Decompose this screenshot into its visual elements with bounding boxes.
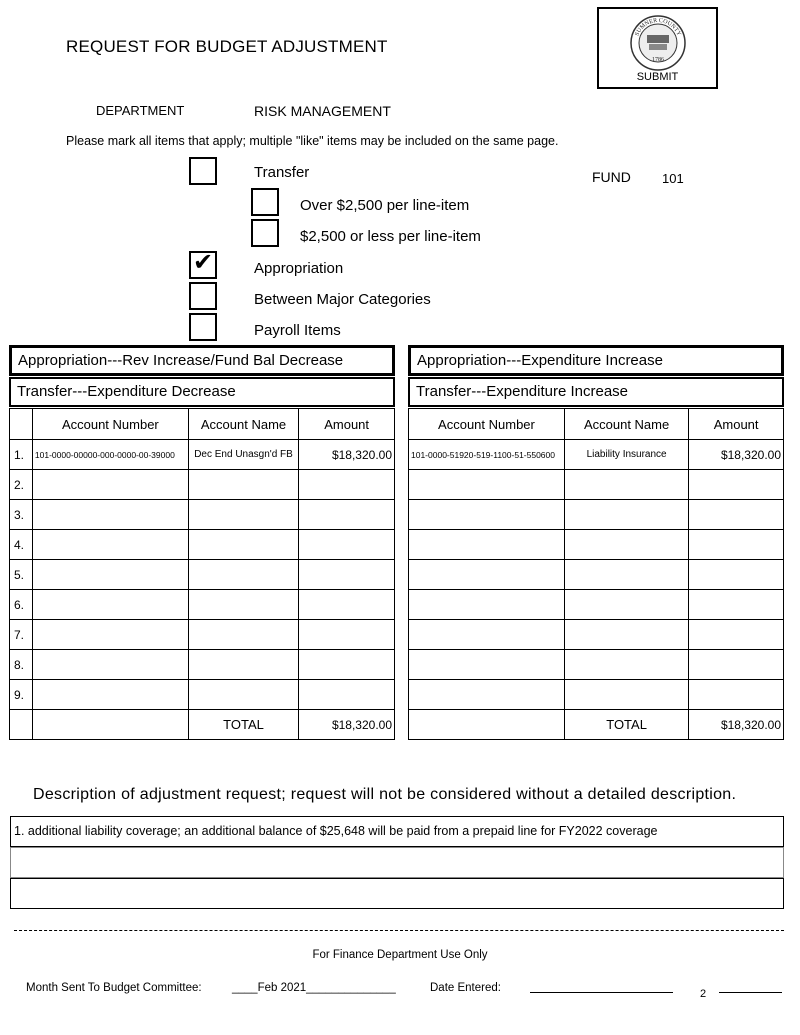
account-number-header: Account Number xyxy=(409,409,565,440)
row-number: 3. xyxy=(10,500,33,530)
account-name-cell[interactable] xyxy=(564,530,688,560)
account-name-cell[interactable] xyxy=(564,680,688,710)
table-row xyxy=(409,440,784,470)
account-name-cell[interactable] xyxy=(188,530,298,560)
amount-cell[interactable] xyxy=(689,590,784,620)
amount-cell[interactable]: $18,320.00 xyxy=(689,440,784,470)
appropriation-label: Appropriation xyxy=(254,260,344,277)
seal-text: SUMNER COUNTY xyxy=(634,17,682,37)
total-value: $18,320.00 xyxy=(299,710,395,740)
finance-heading: For Finance Department Use Only xyxy=(312,949,488,961)
fund-label: FUND xyxy=(592,169,631,185)
transfer-label: Transfer xyxy=(254,164,310,181)
account-name-cell[interactable]: Liability Insurance xyxy=(564,440,688,470)
amount-cell[interactable] xyxy=(689,500,784,530)
submit-button[interactable] xyxy=(597,7,718,89)
account-name-cell[interactable] xyxy=(188,500,298,530)
left-header-transfer: Transfer---Expenditure Decrease xyxy=(9,377,395,407)
account-name-cell[interactable] xyxy=(564,560,688,590)
description-title: Description of adjustment request; request will not be considered without a detailed description. xyxy=(33,786,737,803)
account-number-cell[interactable] xyxy=(32,560,188,590)
account-number-cell[interactable]: 101-0000-00000-000-0000-00-39000 xyxy=(32,440,188,470)
between-major-label: Between Major Categories xyxy=(254,291,431,308)
amount-cell[interactable] xyxy=(299,620,395,650)
total-value: $18,320.00 xyxy=(689,710,784,740)
right-account-table xyxy=(408,408,784,740)
amount-cell[interactable] xyxy=(299,500,395,530)
account-number-header: Account Number xyxy=(32,409,188,440)
instructions: Please mark all items that apply; multiple "like" items may be included on the same page. xyxy=(66,134,559,148)
month-sent-label: Month Sent To Budget Committee: xyxy=(26,982,202,994)
row-number: 4. xyxy=(10,530,33,560)
divider xyxy=(14,930,784,931)
table-row xyxy=(409,650,784,680)
account-name-cell[interactable] xyxy=(188,620,298,650)
date-entered-label: Date Entered: xyxy=(430,982,501,994)
row-number: 2. xyxy=(10,470,33,500)
transfer-checkbox[interactable] xyxy=(189,157,217,185)
account-name-header: Account Name xyxy=(564,409,688,440)
description-line-3[interactable] xyxy=(10,878,784,909)
date-entered-field[interactable] xyxy=(530,992,673,993)
appropriation-checkbox[interactable] xyxy=(189,251,217,279)
form-title: REQUEST FOR BUDGET ADJUSTMENT xyxy=(66,37,388,56)
total-spacer xyxy=(409,710,565,740)
account-number-cell[interactable] xyxy=(32,650,188,680)
table-row xyxy=(409,590,784,620)
row-number: 7. xyxy=(10,620,33,650)
row-number: 1. xyxy=(10,440,33,470)
amount-header: Amount xyxy=(689,409,784,440)
account-number-cell[interactable] xyxy=(409,560,565,590)
under-2500-checkbox[interactable] xyxy=(251,219,279,247)
total-spacer xyxy=(10,710,33,740)
table-row xyxy=(409,500,784,530)
table-row xyxy=(409,470,784,500)
page-number: 2 xyxy=(700,988,707,1000)
account-number-cell[interactable] xyxy=(409,680,565,710)
account-name-cell[interactable] xyxy=(564,500,688,530)
total-label: TOTAL xyxy=(564,710,688,740)
amount-cell[interactable] xyxy=(299,590,395,620)
table-header-row xyxy=(409,409,784,440)
account-number-cell[interactable] xyxy=(409,470,565,500)
amount-cell[interactable] xyxy=(689,680,784,710)
county-seal-icon xyxy=(629,14,687,72)
amount-header: Amount xyxy=(299,409,395,440)
total-spacer xyxy=(32,710,188,740)
account-number-cell[interactable] xyxy=(32,530,188,560)
account-number-cell[interactable] xyxy=(409,530,565,560)
left-header-appropriation: Appropriation---Rev Increase/Fund Bal Decrease xyxy=(9,345,395,376)
amount-cell[interactable] xyxy=(689,620,784,650)
table-row xyxy=(10,620,395,650)
description-line-1[interactable]: 1. additional liability coverage; an additional balance of $25,648 will be paid from a prepaid line for FY2022 coverage xyxy=(10,816,784,847)
account-name-header: Account Name xyxy=(188,409,298,440)
account-name-cell[interactable] xyxy=(188,590,298,620)
amount-cell[interactable]: $18,320.00 xyxy=(299,440,395,470)
amount-cell[interactable] xyxy=(689,530,784,560)
between-major-checkbox[interactable] xyxy=(189,282,217,310)
amount-cell[interactable] xyxy=(299,650,395,680)
over-2500-label: Over $2,500 per line-item xyxy=(300,197,470,214)
account-name-cell[interactable] xyxy=(564,620,688,650)
total-row xyxy=(10,710,395,740)
submit-label: SUBMIT xyxy=(636,71,679,83)
row-number: 9. xyxy=(10,680,33,710)
table-row xyxy=(10,500,395,530)
table-row xyxy=(409,620,784,650)
table-row xyxy=(10,650,395,680)
table-row xyxy=(10,470,395,500)
right-header-transfer: Transfer---Expenditure Increase xyxy=(408,377,784,407)
amount-cell[interactable] xyxy=(299,680,395,710)
table-header-row xyxy=(10,409,395,440)
account-number-cell[interactable] xyxy=(409,590,565,620)
row-number-header xyxy=(10,409,33,440)
under-2500-label: $2,500 or less per line-item xyxy=(300,228,481,245)
row-number: 5. xyxy=(10,560,33,590)
over-2500-checkbox[interactable] xyxy=(251,188,279,216)
account-name-cell[interactable]: Dec End Unasgn'd FB xyxy=(188,440,298,470)
department-value: RISK MANAGEMENT xyxy=(254,103,391,119)
account-name-cell[interactable] xyxy=(188,470,298,500)
account-number-cell[interactable] xyxy=(32,500,188,530)
account-name-cell[interactable] xyxy=(564,650,688,680)
payroll-label: Payroll Items xyxy=(254,322,341,339)
table-row xyxy=(10,440,395,470)
row-number: 8. xyxy=(10,650,33,680)
total-label: TOTAL xyxy=(188,710,298,740)
table-row xyxy=(10,560,395,590)
table-row xyxy=(10,590,395,620)
account-number-cell[interactable] xyxy=(32,470,188,500)
account-name-cell[interactable] xyxy=(564,470,688,500)
account-name-cell[interactable] xyxy=(188,680,298,710)
table-row xyxy=(10,680,395,710)
account-number-cell[interactable] xyxy=(409,500,565,530)
description-line-2[interactable] xyxy=(10,847,784,878)
amount-cell[interactable] xyxy=(689,560,784,590)
amount-cell[interactable] xyxy=(299,560,395,590)
seal-year: 1786 xyxy=(652,57,664,63)
table-row xyxy=(409,560,784,590)
amount-cell[interactable] xyxy=(689,650,784,680)
department-label: DEPARTMENT xyxy=(96,103,185,118)
table-row xyxy=(409,680,784,710)
payroll-checkbox[interactable] xyxy=(189,313,217,341)
table-row xyxy=(10,530,395,560)
checkmark-icon: ✔ xyxy=(193,249,214,276)
page-number-line xyxy=(719,992,782,993)
account-name-cell[interactable] xyxy=(564,590,688,620)
total-row xyxy=(409,710,784,740)
table-row xyxy=(409,530,784,560)
row-number: 6. xyxy=(10,590,33,620)
account-number-cell[interactable] xyxy=(32,590,188,620)
account-number-cell[interactable] xyxy=(409,620,565,650)
account-number-cell[interactable]: 101-0000-51920-519-1100-51-550600 xyxy=(409,440,565,470)
account-name-cell[interactable] xyxy=(188,650,298,680)
fund-value: 101 xyxy=(662,171,684,186)
account-name-cell[interactable] xyxy=(188,560,298,590)
amount-cell[interactable] xyxy=(299,530,395,560)
account-number-cell[interactable] xyxy=(32,620,188,650)
left-account-table xyxy=(9,408,395,740)
amount-cell[interactable] xyxy=(689,470,784,500)
right-header-appropriation: Appropriation---Expenditure Increase xyxy=(408,345,784,376)
amount-cell[interactable] xyxy=(299,470,395,500)
month-sent-field[interactable]: ____Feb 2021______________ xyxy=(232,982,396,994)
account-number-cell[interactable] xyxy=(32,680,188,710)
account-number-cell[interactable] xyxy=(409,650,565,680)
